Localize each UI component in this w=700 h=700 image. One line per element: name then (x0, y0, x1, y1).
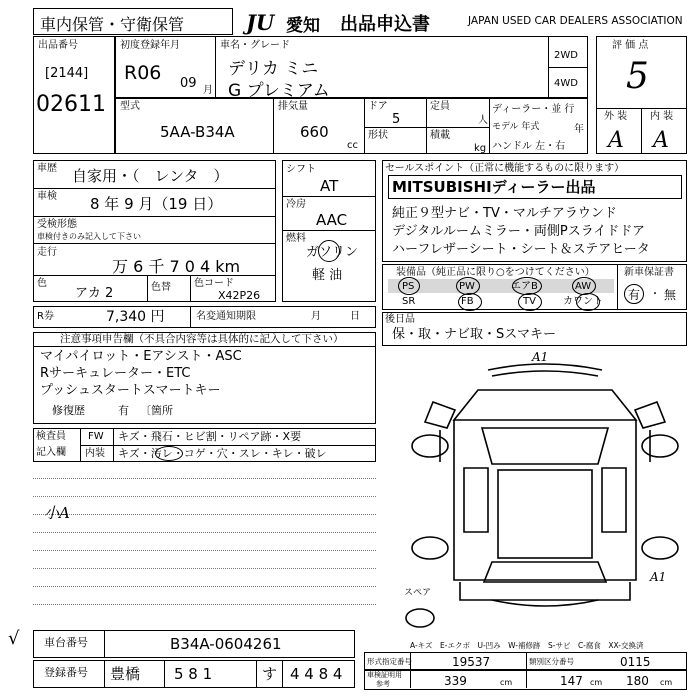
score-ext-value: A (608, 128, 624, 153)
association-name: 愛知 (286, 16, 320, 36)
displacement-value: 660 (300, 123, 329, 141)
chassis-label: 車台番号 (44, 636, 88, 649)
car-damage-diagram (400, 350, 690, 630)
note-line-3: プッシュスタートスマートキー (40, 383, 221, 398)
inspector-label-1: 検査員 (36, 431, 66, 442)
ju-logo-mark: JU (246, 10, 275, 35)
displacement-label: 排気量 (278, 101, 308, 112)
chassis-value: B34A-0604261 (170, 635, 282, 653)
after-label: 後日品 (385, 314, 415, 325)
height-value: 180 (626, 674, 649, 688)
fuel-gasoline: ガソリン (306, 245, 359, 260)
equip-aw: AW (575, 281, 592, 292)
shape-label: 形状 (368, 130, 388, 141)
load-label: 積載 (430, 130, 450, 141)
dealer-label: ディーラー・並 行 (492, 104, 575, 115)
model-label: 型式 (120, 101, 140, 112)
sales-point-2: 純正９型ナビ・TV・マルチアラウンド (392, 206, 617, 221)
drive-4wd: 4WD (554, 78, 578, 89)
dimensions-label-2: 参考 (376, 680, 390, 688)
form-title: 出品申込書 (340, 14, 430, 35)
color-code: X42P26 (218, 289, 261, 302)
circle-ps (398, 277, 420, 295)
shift-label: シフト (286, 164, 316, 175)
recycle-label: R券 (37, 311, 54, 322)
capacity-unit: 人 (478, 115, 488, 126)
storage-stamp (33, 8, 233, 35)
shaken-value: 8 年 9 月（19 日） (90, 195, 223, 213)
sales-point-3: デジタルルームミラー・両側Pスライドドア (392, 224, 645, 239)
category-label: 類別区分番号 (529, 657, 574, 666)
name-change-label: 名変通知期限 (196, 311, 256, 322)
capacity-label: 定員 (430, 101, 450, 112)
color-value: アカ 2 (75, 286, 114, 301)
handwritten-note: 小A (44, 504, 70, 522)
car-name: デリカ ミニ (228, 59, 319, 79)
mileage-value: 万 6 千 7 0 4 km (112, 257, 241, 276)
damage-legend: A-キズ E-エクボ U-凹み W-補修跡 S-サビ C-腐食 XX-交換済 (410, 641, 644, 650)
lot-label: 出品番号 (38, 40, 78, 51)
int-items: キズ・汚レ・コゲ・穴・スレ・キレ・破レ (118, 447, 327, 460)
inspector-label-2: 記入欄 (36, 447, 66, 458)
warranty-label: 新車保証書 (624, 267, 674, 278)
sales-point-4: ハーフレザーシート・シート＆ステアヒータ (392, 242, 650, 257)
int-label: 内装 (85, 448, 105, 459)
score-ext-label: 外 装 (604, 111, 628, 122)
length-unit: cm (500, 678, 513, 687)
after-value: 保・取・ナビ取・Sスマキー (392, 327, 556, 342)
load-unit: kg (474, 143, 487, 154)
inspection-label: 受検形態 (37, 219, 77, 230)
displacement-unit: cc (347, 140, 358, 151)
warranty-no: 無 (664, 288, 677, 302)
fw-items: キズ・飛石・ヒビ割・リペア跡・X要 (118, 430, 302, 443)
registration-year: R06 (124, 62, 162, 84)
warranty-yes: 有 (628, 288, 641, 302)
length-value: 339 (444, 674, 467, 688)
model-value: 5AA-B34A (160, 123, 235, 141)
category-value: 0115 (620, 655, 651, 669)
handle-label: ハンドル 左・右 (492, 141, 566, 152)
note-line-2: Rサーキュレーター・ETC (40, 366, 191, 381)
registration-month-unit: 月 (203, 85, 213, 96)
equip-tv: TV (523, 296, 536, 307)
repair-value: 有 (118, 404, 129, 417)
aircon-value: AAC (316, 211, 348, 229)
repair-place: 〔箇所 (140, 404, 173, 417)
history-value: 自家用・（ レンタ ） (72, 167, 229, 185)
mileage-label: 走行 (37, 247, 57, 258)
equip-airbag: エアB (511, 281, 538, 292)
check-mark: √ (8, 628, 20, 649)
lot-sub-number: [2144] (45, 66, 89, 81)
circle-counter (576, 293, 600, 311)
year-unit: 年 (574, 124, 584, 135)
car-name-label: 車名・グレード (220, 40, 290, 51)
inspection-note: 車検付きのみ記入して下さい (37, 232, 141, 241)
sales-points-label: セールスポイント（正常に機能するものに限ります） (385, 163, 625, 174)
width-unit: cm (590, 678, 603, 687)
width-value: 147 (560, 674, 583, 688)
plate-region: 豊橋 (110, 665, 141, 683)
equip-sr: SR (402, 296, 416, 307)
height-unit: cm (660, 678, 673, 687)
score-int-value: A (653, 128, 669, 153)
dimensions-label-1: 車検証明用 (367, 671, 402, 679)
spare-label: スペア (404, 588, 432, 598)
model-year-label: モデル 年式 (492, 122, 540, 132)
registration-month: 09 (180, 76, 197, 91)
note-line-1: マイパイロット・Eアシスト・ASC (40, 349, 242, 364)
storage-stamp-text: 車内保管・守衛保管 (40, 15, 185, 34)
equipment-label: 装備品（純正品に限り○をつけてください） (396, 267, 595, 278)
form-title-en: JAPAN USED CAR DEALERS ASSOCIATION (468, 15, 683, 27)
recycle-value: 7,340 円 (106, 309, 165, 325)
warranty-yes-circle (624, 284, 644, 304)
color-code-label: 色コード (194, 278, 234, 289)
fw-label: FW (88, 431, 104, 442)
history-label: 車歴 (37, 163, 57, 174)
registration-label: 初度登録年月 (120, 40, 180, 51)
notes-label: 注意事項申告欄（不具合内容等は具体的に記入して下さい） (60, 333, 344, 345)
repair-label: 修復歴 (52, 404, 85, 417)
plate-class: 5 8 1 (174, 665, 213, 683)
color-change-label: 色替 (151, 282, 171, 293)
ju-logo (246, 10, 284, 34)
car-grade: G プレミアム (228, 81, 330, 101)
plate-kana: す (262, 665, 278, 683)
score-label: 評 価 点 (612, 40, 649, 51)
shaken-label: 車検 (37, 191, 57, 202)
doors-value: 5 (392, 112, 401, 127)
fuel-gasoline-circle (318, 240, 340, 262)
plate-number: 4 4 8 4 (290, 665, 343, 683)
shift-value: AT (320, 177, 339, 195)
drive-2wd: 2WD (554, 50, 578, 61)
score-value: 5 (626, 56, 649, 97)
circle-tv (518, 293, 542, 311)
circle-fb (458, 293, 482, 311)
fuel-diesel: 軽 油 (312, 268, 343, 283)
lot-number: 02611 (36, 92, 106, 117)
aircon-label: 冷房 (286, 199, 306, 210)
name-change-day: 日 (350, 311, 360, 322)
type-label: 形式指定番号 (367, 657, 412, 666)
score-int-label: 内 装 (650, 111, 674, 122)
color-label: 色 (37, 278, 47, 289)
damage-mark-front: A1 (532, 350, 549, 364)
equip-pw: PW (459, 281, 475, 292)
name-change-month: 月 (311, 311, 321, 322)
doors-label: ドア (368, 101, 388, 112)
plate-label: 登録番号 (44, 666, 88, 679)
int-stain-circle (155, 446, 183, 461)
equip-ps: PS (402, 281, 415, 292)
sales-point-1: MITSUBISHIディーラー出品 (392, 178, 596, 196)
fuel-label: 燃料 (286, 233, 306, 244)
equip-fb: FB (461, 296, 474, 307)
damage-mark-rear-right: A1 (650, 570, 667, 584)
type-value: 19537 (452, 655, 491, 669)
equip-counter: カワント (563, 296, 603, 307)
